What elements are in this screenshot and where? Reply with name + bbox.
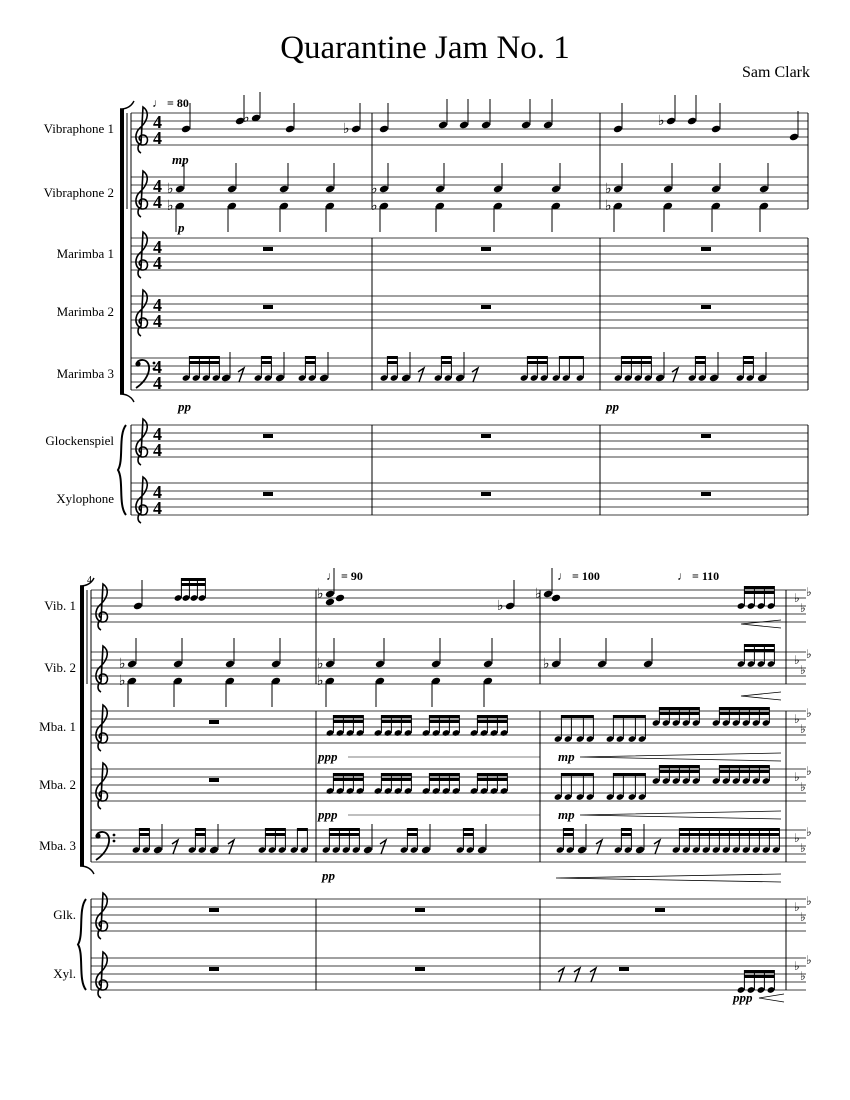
treble-clef-icon	[136, 477, 148, 523]
note-beam	[265, 833, 285, 836]
staff-brace	[118, 425, 126, 515]
tempo-marking: ♩ = 100	[557, 569, 600, 583]
note-beam	[297, 828, 307, 831]
eighth-rest	[590, 968, 596, 982]
note-beam	[429, 778, 459, 781]
crescendo-hairpin	[556, 874, 781, 882]
flat-sign: ♭	[317, 656, 324, 672]
flat-sign: ♭	[243, 110, 250, 126]
key-signature-flat: ♭	[806, 585, 812, 599]
note-beam	[429, 773, 459, 776]
note-beam	[659, 765, 699, 768]
key-signature-flat: ♭	[800, 969, 806, 983]
note-beam	[621, 361, 651, 364]
note-beam	[695, 356, 705, 359]
bass-clef-dot	[135, 361, 140, 366]
note-head	[551, 594, 561, 603]
whole-rest	[263, 492, 273, 496]
instrument-label: Vib. 1	[44, 598, 76, 613]
flat-sign: ♭	[658, 113, 665, 129]
dynamic-mark: pp	[606, 399, 619, 414]
eighth-rest	[228, 840, 234, 854]
note-beam	[659, 770, 699, 773]
flat-sign: ♭	[605, 198, 612, 214]
note-beam	[563, 828, 573, 831]
time-signature-top: 4	[153, 295, 162, 315]
note-beam	[463, 828, 473, 831]
treble-clef-icon	[136, 419, 148, 465]
note-beam	[387, 356, 397, 359]
eighth-rest	[418, 368, 424, 382]
treble-clef-icon	[136, 232, 148, 278]
note-beam	[407, 828, 417, 831]
instrument-label: Marimba 1	[56, 246, 114, 261]
time-signature-top: 4	[153, 424, 162, 444]
note-beam	[195, 833, 205, 836]
treble-clef-icon	[96, 646, 108, 692]
flat-sign: ♭	[535, 586, 542, 602]
instrument-label: Xylophone	[56, 491, 114, 506]
whole-rest	[481, 492, 491, 496]
key-signature-flat: ♭	[794, 900, 800, 914]
flat-sign: ♭	[543, 656, 550, 672]
eighth-rest	[558, 968, 564, 982]
treble-clef-icon	[96, 893, 108, 939]
key-signature-flat: ♭	[806, 647, 812, 661]
note-beam	[381, 720, 411, 723]
flat-sign: ♭	[605, 181, 612, 197]
note-beam	[333, 720, 363, 723]
eighth-rest	[172, 840, 178, 854]
note-beam	[381, 715, 411, 718]
note-beam	[265, 828, 285, 831]
note-beam	[744, 591, 774, 594]
note-beam	[381, 773, 411, 776]
note-beam	[261, 361, 271, 364]
key-signature-flat: ♭	[806, 825, 812, 839]
key-signature-flat: ♭	[800, 601, 806, 615]
dynamic-mark: ppp	[733, 990, 753, 1005]
flat-sign: ♭	[119, 673, 126, 689]
instrument-label: Mba. 2	[39, 777, 76, 792]
note-beam	[743, 361, 753, 364]
note-beam	[719, 712, 769, 715]
key-signature-flat: ♭	[800, 910, 806, 924]
crescendo-hairpin	[580, 811, 781, 819]
bass-clef-dot	[113, 834, 116, 837]
note-beam	[381, 778, 411, 781]
flat-sign: ♭	[317, 673, 324, 689]
note-beam	[189, 361, 219, 364]
treble-clef-icon	[136, 290, 148, 336]
dynamic-mark: mp	[558, 749, 575, 764]
note-beam	[744, 586, 774, 589]
instrument-label: Marimba 3	[56, 366, 114, 381]
dynamic-mark: pp	[178, 399, 191, 414]
note-beam	[407, 833, 417, 836]
whole-rest	[701, 247, 711, 251]
note-beam	[333, 778, 363, 781]
composer-name: Sam Clark	[742, 64, 810, 81]
instrument-label: Glk.	[53, 907, 76, 922]
note-beam	[744, 970, 774, 973]
dynamic-mark: ppp	[318, 807, 338, 822]
note-beam	[527, 361, 547, 364]
dynamic-mark: ppp	[318, 749, 338, 764]
key-signature-flat: ♭	[794, 831, 800, 845]
whole-rest	[655, 908, 665, 912]
whole-rest	[209, 720, 219, 724]
whole-rest	[415, 967, 425, 971]
key-signature-flat: ♭	[794, 653, 800, 667]
note-beam	[744, 975, 774, 978]
whole-rest	[481, 434, 491, 438]
dynamic-mark: p	[178, 220, 185, 235]
note-beam	[613, 773, 645, 776]
crescendo-hairpin	[741, 692, 781, 700]
note-beam	[613, 715, 645, 718]
note-beam	[621, 828, 631, 831]
eighth-rest	[574, 968, 580, 982]
crescendo-hairpin	[580, 753, 781, 761]
instrument-label: Vib. 2	[44, 660, 76, 675]
eighth-rest	[472, 368, 478, 382]
key-signature-flat: ♭	[806, 764, 812, 778]
key-signature-flat: ♭	[806, 953, 812, 967]
note-beam	[621, 356, 651, 359]
note-beam	[563, 833, 573, 836]
note-beam	[744, 649, 774, 652]
time-signature-top: 4	[153, 176, 162, 196]
note-beam	[139, 833, 149, 836]
note-beam	[181, 578, 205, 581]
treble-clef-icon	[96, 584, 108, 630]
whole-rest	[263, 434, 273, 438]
whole-rest	[481, 305, 491, 309]
note-beam	[139, 828, 149, 831]
key-signature-flat: ♭	[794, 591, 800, 605]
key-signature-flat: ♭	[800, 841, 806, 855]
treble-clef-icon	[136, 107, 148, 153]
treble-clef-icon	[136, 171, 148, 217]
note-beam	[463, 833, 473, 836]
treble-clef-icon	[96, 763, 108, 809]
time-signature-bottom: 4	[153, 498, 162, 518]
flat-sign: ♭	[119, 656, 126, 672]
note-beam	[305, 356, 315, 359]
note-beam	[189, 356, 219, 359]
note-beam	[333, 773, 363, 776]
note-beam	[743, 356, 753, 359]
whole-rest	[263, 247, 273, 251]
score-title: Quarantine Jam No. 1	[280, 30, 570, 66]
instrument-label: Mba. 3	[39, 838, 76, 853]
flat-sign: ♭	[343, 121, 350, 137]
note-head	[325, 598, 335, 607]
key-signature-flat: ♭	[800, 780, 806, 794]
eighth-rest	[596, 840, 602, 854]
eighth-rest	[238, 368, 244, 382]
whole-rest	[701, 492, 711, 496]
note-beam	[719, 765, 769, 768]
dynamic-mark: mp	[172, 152, 189, 167]
key-signature-flat: ♭	[794, 959, 800, 973]
note-beam	[429, 720, 459, 723]
note-beam	[719, 707, 769, 710]
bracket-hook	[120, 394, 134, 402]
note-beam	[329, 833, 359, 836]
tempo-marking: ♩ = 110	[677, 569, 720, 583]
time-signature-bottom: 4	[153, 192, 162, 212]
key-signature-flat: ♭	[800, 663, 806, 677]
note-beam	[329, 828, 359, 831]
time-signature-bottom: 4	[153, 440, 162, 460]
time-signature-bottom: 4	[153, 253, 162, 273]
key-signature-flat: ♭	[794, 770, 800, 784]
system-bracket	[80, 586, 84, 866]
crescendo-hairpin	[759, 994, 784, 1002]
instrument-label: Glockenspiel	[45, 433, 114, 448]
eighth-rest	[380, 840, 386, 854]
whole-rest	[701, 434, 711, 438]
whole-rest	[209, 967, 219, 971]
note-beam	[441, 356, 451, 359]
note-beam	[261, 356, 271, 359]
instrument-label: Vibraphone 2	[43, 185, 114, 200]
treble-clef-icon	[96, 952, 108, 998]
key-signature-flat: ♭	[794, 712, 800, 726]
note-beam	[659, 712, 699, 715]
time-signature-top: 4	[153, 357, 162, 377]
note-beam	[621, 833, 631, 836]
note-beam	[181, 583, 205, 586]
treble-clef-icon	[96, 705, 108, 751]
time-signature-bottom: 4	[153, 311, 162, 331]
note-beam	[695, 361, 705, 364]
note-beam	[561, 773, 593, 776]
time-signature-bottom: 4	[153, 128, 162, 148]
note-beam	[477, 773, 507, 776]
note-beam	[305, 361, 315, 364]
whole-rest	[619, 967, 629, 971]
eighth-rest	[654, 840, 660, 854]
bass-clef-dot	[113, 840, 116, 843]
note-beam	[477, 715, 507, 718]
bracket-hook	[80, 866, 94, 874]
note-beam	[441, 361, 451, 364]
time-signature-top: 4	[153, 112, 162, 132]
flat-sign: ♭	[371, 198, 378, 214]
bracket-hook	[120, 101, 134, 109]
crescendo-hairpin	[741, 620, 781, 628]
flat-sign: ♭	[167, 181, 174, 197]
note-beam	[477, 778, 507, 781]
flat-sign: ♭	[317, 586, 324, 602]
note-beam	[659, 707, 699, 710]
system-bracket	[120, 109, 124, 394]
instrument-label: Marimba 2	[56, 304, 114, 319]
note-beam	[561, 715, 593, 718]
time-signature-top: 4	[153, 237, 162, 257]
key-signature-flat: ♭	[806, 894, 812, 908]
whole-rest	[263, 305, 273, 309]
tempo-marking: ♩ = 80	[152, 96, 189, 110]
instrument-label: Xyl.	[53, 966, 76, 981]
note-beam	[679, 833, 779, 836]
eighth-rest	[672, 368, 678, 382]
measure-number: 4	[87, 575, 92, 586]
whole-rest	[415, 908, 425, 912]
note-beam	[333, 715, 363, 718]
dynamic-mark: mp	[558, 807, 575, 822]
dynamic-mark: pp	[322, 868, 335, 883]
whole-rest	[481, 247, 491, 251]
staff-brace	[78, 899, 86, 990]
flat-sign: ♭	[497, 598, 504, 614]
whole-rest	[209, 778, 219, 782]
flat-sign: ♭	[371, 181, 378, 197]
note-beam	[559, 356, 583, 359]
tempo-marking: ♩ = 90	[326, 569, 363, 583]
whole-rest	[701, 305, 711, 309]
note-beam	[477, 720, 507, 723]
time-signature-bottom: 4	[153, 373, 162, 393]
flat-sign: ♭	[167, 198, 174, 214]
note-head	[335, 594, 345, 603]
time-signature-top: 4	[153, 482, 162, 502]
note-beam	[679, 828, 779, 831]
note-beam	[719, 770, 769, 773]
note-beam	[195, 828, 205, 831]
note-beam	[527, 356, 547, 359]
note-beam	[387, 361, 397, 364]
note-beam	[429, 715, 459, 718]
key-signature-flat: ♭	[800, 722, 806, 736]
instrument-label: Mba. 1	[39, 719, 76, 734]
whole-rest	[209, 908, 219, 912]
note-beam	[744, 644, 774, 647]
instrument-label: Vibraphone 1	[43, 121, 114, 136]
bass-clef-dot	[95, 833, 100, 838]
key-signature-flat: ♭	[806, 706, 812, 720]
